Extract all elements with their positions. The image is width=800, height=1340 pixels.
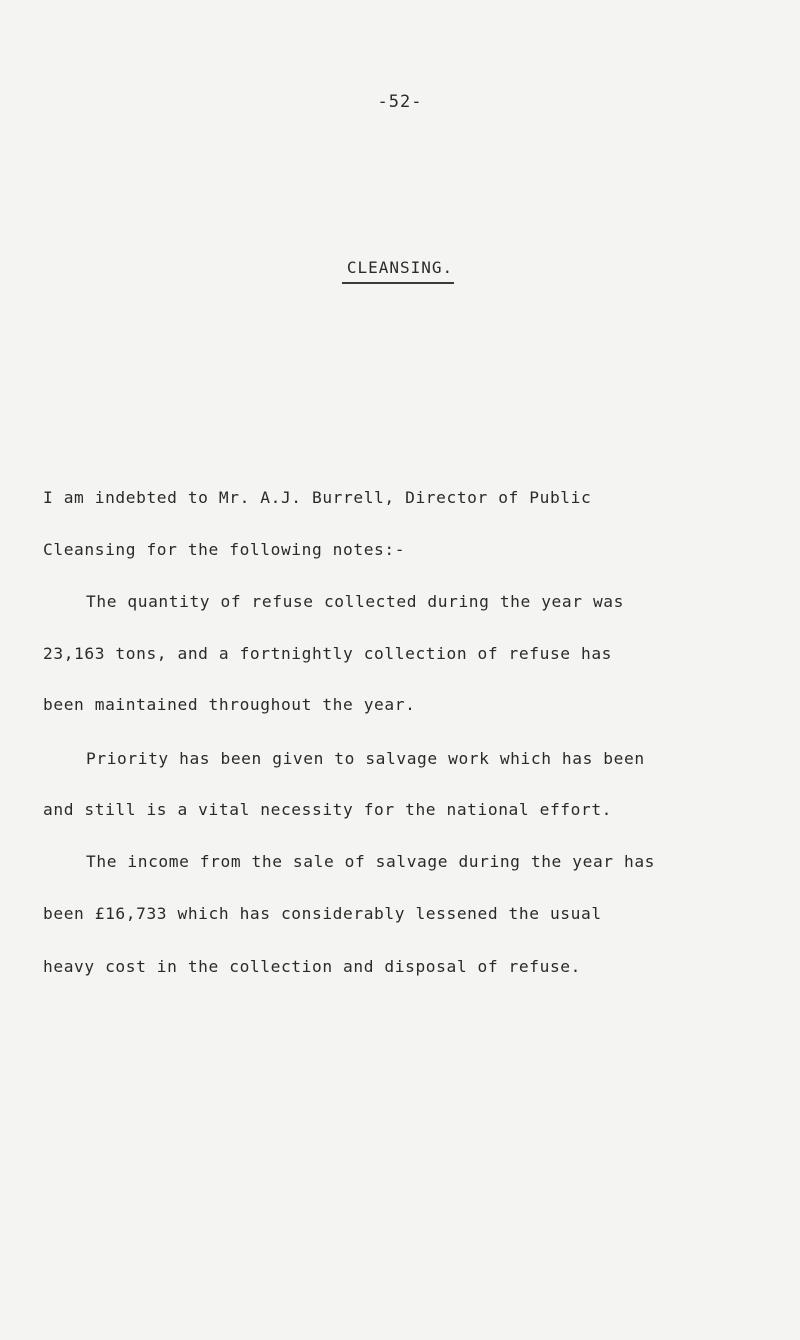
body-line: and still is a vital necessity for the national effort.	[43, 800, 613, 819]
body-line: been maintained throughout the year.	[43, 695, 416, 714]
body-line: Priority has been given to salvage work which has been	[86, 749, 645, 768]
body-line: Cleansing for the following notes:-	[43, 540, 406, 559]
body-line: I am indebted to Mr. A.J. Burrell, Director of Public	[43, 488, 592, 507]
body-line: The income from the sale of salvage during the year has	[86, 852, 656, 871]
page-number: -52-	[377, 92, 423, 112]
body-line: heavy cost in the collection and disposal of refuse.	[43, 957, 581, 976]
section-heading: CLEANSING.	[346, 258, 454, 277]
body-line: 23,163 tons, and a fortnightly collection of refuse has	[43, 644, 613, 663]
heading-underline	[342, 282, 454, 284]
body-line: The quantity of refuse collected during the year was	[86, 592, 624, 611]
body-line: been £16,733 which has considerably lessened the usual	[43, 904, 602, 923]
